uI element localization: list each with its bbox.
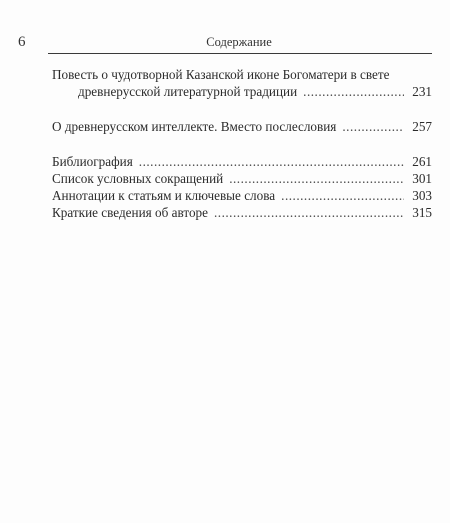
- running-head: Содержание: [206, 35, 272, 49]
- page-number: 6: [18, 34, 26, 50]
- toc-entry-title: Список условных сокращений: [52, 171, 224, 186]
- toc-entry-kazan-icon: [52, 66, 432, 100]
- toc-entry-annotations: [52, 187, 432, 204]
- toc-entry-page: 231: [412, 84, 432, 99]
- toc-entry-afterword: [52, 118, 432, 135]
- dot-leader: [139, 153, 404, 170]
- toc-entry-title: Библиография: [52, 154, 133, 169]
- toc-entry-page: 301: [412, 171, 432, 186]
- toc-entry-bibliography: [52, 153, 432, 170]
- toc-entry-page: 261: [412, 154, 432, 169]
- toc-entry-page: 315: [412, 205, 432, 220]
- dot-leader: [229, 170, 404, 187]
- header-rule: [48, 53, 432, 54]
- dot-leader: [281, 187, 404, 204]
- toc-entry-title: О древнерусском интеллекте. Вместо послесловия: [52, 119, 337, 134]
- toc-entry-title: Повесть о чудотворной Казанской иконе Богоматери в свете: [52, 67, 390, 82]
- dot-leader: [214, 204, 404, 221]
- toc-entry-page: 257: [412, 119, 432, 134]
- toc-entry-title: Краткие сведения об авторе: [52, 205, 208, 220]
- table-of-contents: [52, 66, 432, 221]
- toc-entry-about-author: [52, 204, 432, 221]
- toc-entry-title-continued: древнерусской литературной традиции: [78, 84, 298, 99]
- toc-entry-abbreviations: [52, 170, 432, 187]
- dot-leader: [303, 83, 404, 100]
- toc-entry-page: 303: [412, 188, 432, 203]
- dot-leader: [342, 118, 404, 135]
- toc-entry-title: Аннотации к статьям и ключевые слова: [52, 188, 276, 203]
